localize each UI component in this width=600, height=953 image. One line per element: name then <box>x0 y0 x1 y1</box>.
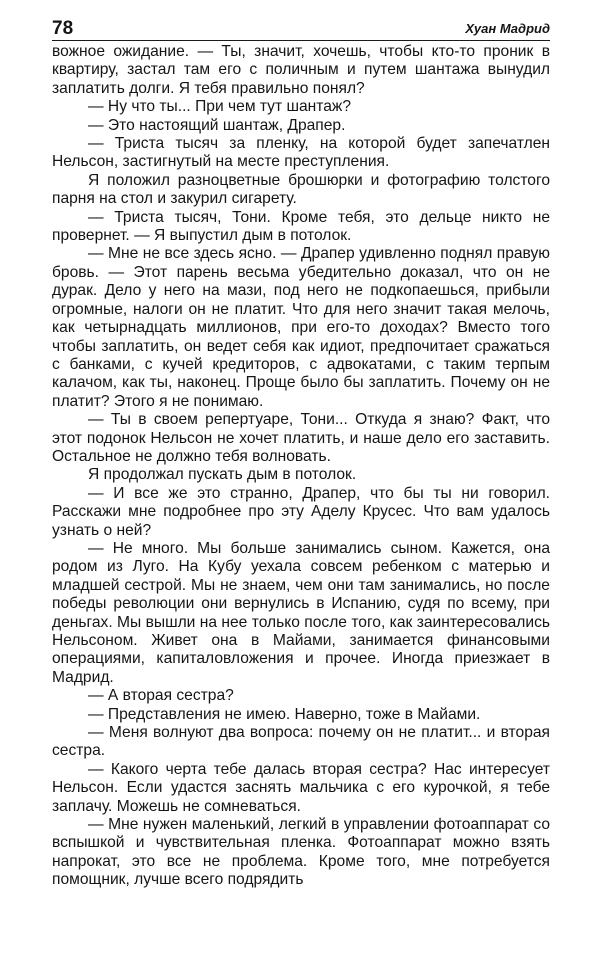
book-page <box>52 18 550 890</box>
paragraph: — Триста тысяч, Тони. Кроме тебя, это дельце никто не провернет. — Я выпустил дым в потолок. <box>52 208 550 245</box>
paragraph: — Ты в своем репертуаре, Тони... Откуда я знаю? Факт, что этот подонок Нельсон не хочет платить, и наше дело его заставить. Остальное не должно тебя волновать. <box>52 411 550 465</box>
running-title: Хуан Мадрид <box>465 21 550 36</box>
body-text <box>52 43 550 890</box>
paragraph: — Не много. Мы больше занимались сыном. Кажется, она родом из Луго. На Кубу уехала совсем ребенком с матерью и младшей сестрой. Мы не знаем, чем они там занимались, но после победы революции они вернулись в Испанию, судя по всему, при деньгах. Мы вышли на нее только после того, как заинтересовались Нельсоном. Живет она в Майами, занимается финансовыми операциями, капиталовложения и прочее. Иногда приезжает в Мадрид. <box>52 539 550 686</box>
paragraph: вожное ожидание. — Ты, значит, хочешь, чтобы кто-то проник в квартиру, застал там его с поличным и путем шантажа вынудил заплатить долги. Я тебя правильно понял? <box>52 43 550 97</box>
page-number: 78 <box>52 18 74 39</box>
paragraph: Я положил разноцветные брошюрки и фотографию толстого парня на стол и закурил сигарету. <box>52 171 550 208</box>
paragraph: — Представления не имею. Наверно, тоже в Майами. <box>88 705 481 723</box>
paragraph: — Мне нужен маленький, легкий в управлении фотоаппарат со вспышкой и чувствительная пленка. Фотоаппарат можно взять напрокат, это все не проблема. Кроме того, мне потребуется помощник, лучше всего подрядить <box>52 816 550 889</box>
paragraph: — И все же это странно, Драпер, что бы ты ни говорил. Расскажи мне подробнее про эту Аделу Крусес. Что вам удалось узнать о ней? <box>52 484 550 539</box>
paragraph: — Мне не все здесь ясно. — Драпер удивленно поднял правую бровь. — Этот парень весьма убедительно доказал, что он не дурак. Дело у него на мази, под него не подкопаешься, прибыли огромные, налоги он не платит. Что для него значит такая мелочь, как четырнадцать миллионов, при его-то доходах? Вместо того чтобы заплатить, он ведет себя как идиот, предпочитает сражаться с банками, с кучей кредиторов, с адвокатами, с таким терпым калачом, как ты, наконец. Проще было бы заплатить. Почему он не платит? Этого я не понимаю. <box>52 245 550 410</box>
paragraph: — Какого черта тебе далась вторая сестра? Нас интересует Нельсон. Если удастся заснять мальчика с его курочкой, я тебе заплачу. Можешь не сомневаться. <box>52 760 550 815</box>
paragraph: Я продолжал пускать дым в потолок. <box>88 466 357 484</box>
paragraph: — Ну что ты... При чем тут шантаж? <box>88 98 351 116</box>
paragraph: — А вторая сестра? <box>88 687 234 705</box>
paragraph: — Меня волнуют два вопроса: почему он не платит... и вторая сестра. <box>52 724 550 760</box>
paragraph: — Это настоящий шантаж, Драпер. <box>88 116 346 134</box>
page-header <box>52 18 550 41</box>
paragraph: — Триста тысяч за пленку, на которой будет запечатлен Нельсон, застигнутый на месте преступления. <box>52 135 550 171</box>
